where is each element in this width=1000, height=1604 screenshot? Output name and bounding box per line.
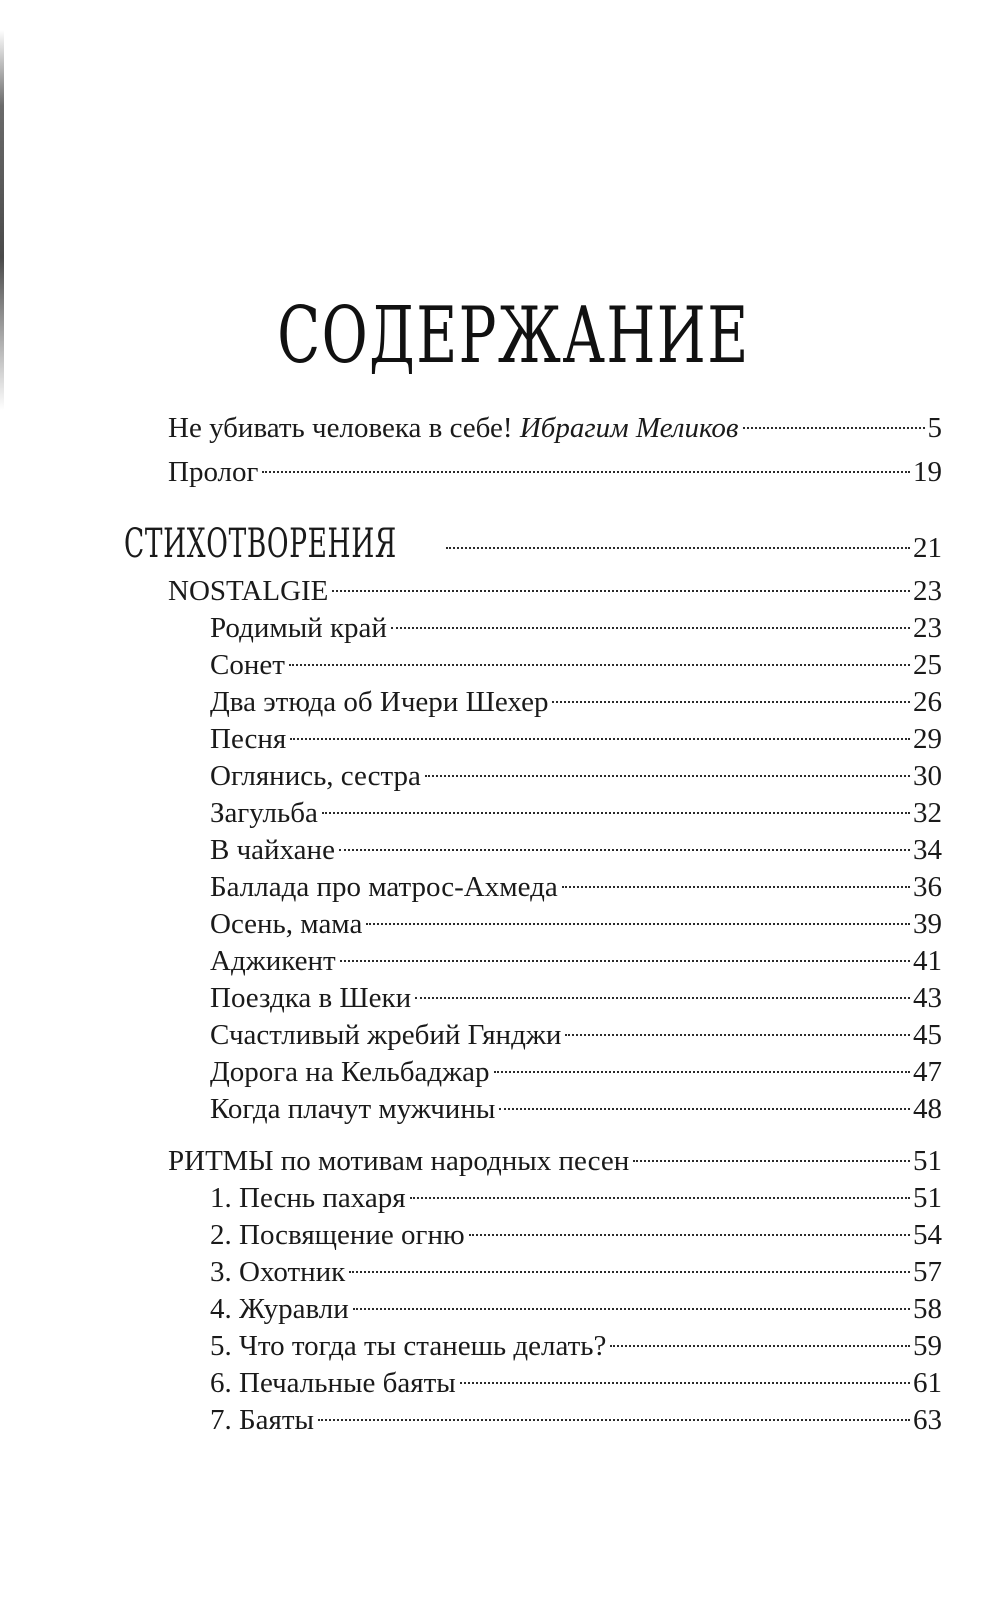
toc-entry[interactable] bbox=[210, 610, 942, 646]
toc-entry-label: 4. Журавли bbox=[210, 1293, 349, 1325]
toc-entry[interactable] bbox=[210, 980, 942, 1016]
leader-dots bbox=[469, 1234, 910, 1236]
toc-entry-page: 51 bbox=[913, 1182, 942, 1214]
leader-dots bbox=[562, 886, 910, 888]
toc-entry-page: 23 bbox=[913, 612, 942, 644]
toc-entry[interactable] bbox=[210, 1291, 942, 1327]
leader-dots bbox=[289, 664, 910, 666]
toc-entry[interactable] bbox=[210, 1328, 942, 1364]
leader-dots bbox=[460, 1382, 910, 1384]
toc-entry-page: 30 bbox=[913, 760, 942, 792]
toc-entry-label: Пролог bbox=[168, 456, 259, 488]
toc-entry-page: 43 bbox=[913, 982, 942, 1014]
toc-entry[interactable] bbox=[210, 869, 942, 905]
leader-dots bbox=[425, 775, 910, 777]
toc-entry-page: 23 bbox=[913, 575, 942, 607]
leader-dots bbox=[610, 1345, 910, 1347]
toc-entry-label: Два этюда об Ичери Шехер bbox=[210, 686, 549, 718]
leader-dots bbox=[494, 1071, 910, 1073]
toc-entry-page: 63 bbox=[913, 1404, 942, 1436]
toc-entry-page: 41 bbox=[913, 945, 942, 977]
toc-entry-label: NOSTALGIE bbox=[168, 575, 329, 607]
section-title: СТИХОТВОРЕНИЯ bbox=[124, 521, 397, 567]
leader-dots bbox=[322, 812, 910, 814]
toc-entry[interactable] bbox=[210, 1402, 942, 1438]
toc-entry[interactable] bbox=[210, 684, 942, 720]
leader-dots bbox=[349, 1271, 910, 1273]
toc-entry[interactable] bbox=[210, 1091, 942, 1127]
toc-entry[interactable] bbox=[210, 647, 942, 683]
toc-entry[interactable] bbox=[210, 795, 942, 831]
leader-dots bbox=[415, 997, 910, 999]
toc-entry-page: 25 bbox=[913, 649, 942, 681]
toc-entry-label: Не убивать человека в себе! Ибрагим Меликов bbox=[168, 412, 739, 444]
toc-entry-label: Аджикент bbox=[210, 945, 336, 977]
toc-entry[interactable] bbox=[210, 1180, 942, 1216]
toc-entry-label: 6. Печальные баяты bbox=[210, 1367, 456, 1399]
toc-entry-page: 59 bbox=[913, 1330, 942, 1362]
toc-entry-intro[interactable] bbox=[168, 410, 942, 446]
toc-entry-page: 61 bbox=[913, 1367, 942, 1399]
leader-dots bbox=[446, 547, 911, 549]
toc-entry-page: 51 bbox=[913, 1145, 942, 1177]
toc-entry-label: Когда плачут мужчины bbox=[210, 1093, 496, 1125]
leader-dots bbox=[499, 1108, 910, 1110]
leader-dots bbox=[743, 427, 925, 429]
leader-dots bbox=[290, 738, 910, 740]
toc-subsection-ritmy[interactable] bbox=[168, 1143, 942, 1179]
toc-entry-label: РИТМЫ по мотивам народных песен bbox=[168, 1145, 630, 1177]
toc-entry-page: 29 bbox=[913, 723, 942, 755]
toc-subsection-nostalgie[interactable] bbox=[168, 573, 942, 609]
toc-entry-page: 32 bbox=[913, 797, 942, 829]
toc-entry-page: 5 bbox=[927, 412, 942, 444]
leader-dots bbox=[262, 471, 910, 473]
toc-entry[interactable] bbox=[210, 1254, 942, 1290]
leader-dots bbox=[339, 849, 910, 851]
page-edge-shadow bbox=[0, 30, 4, 410]
leader-dots bbox=[366, 923, 910, 925]
toc-entry[interactable] bbox=[210, 721, 942, 757]
toc-entry-label: Счастливый жребий Гянджи bbox=[210, 1019, 562, 1051]
toc-entry[interactable] bbox=[210, 758, 942, 794]
toc-entry[interactable] bbox=[210, 1365, 942, 1401]
toc-entry[interactable] bbox=[210, 1054, 942, 1090]
leader-dots bbox=[332, 590, 910, 592]
toc-entry-label: Загульба bbox=[210, 797, 318, 829]
toc-entry-page: 26 bbox=[913, 686, 942, 718]
toc-entry-page: 58 bbox=[913, 1293, 942, 1325]
toc-entry-page: 39 bbox=[913, 908, 942, 940]
toc-entry-label: Поездка в Шеки bbox=[210, 982, 412, 1014]
leader-dots bbox=[552, 701, 910, 703]
toc-entry[interactable] bbox=[210, 906, 942, 942]
leader-dots bbox=[353, 1308, 910, 1310]
toc-entry-page: 45 bbox=[913, 1019, 942, 1051]
toc-entry-page: 57 bbox=[913, 1256, 942, 1288]
toc-entry-label: 3. Охотник bbox=[210, 1256, 346, 1288]
leader-dots bbox=[340, 960, 910, 962]
toc-entry[interactable] bbox=[210, 943, 942, 979]
leader-dots bbox=[565, 1034, 910, 1036]
toc-entry[interactable] bbox=[210, 1217, 942, 1253]
leader-dots bbox=[391, 627, 910, 629]
toc-entry-label: Родимый край bbox=[210, 612, 387, 644]
toc-entry-page: 21 bbox=[913, 532, 942, 564]
toc-entry-page: 54 bbox=[913, 1219, 942, 1251]
toc-entry[interactable] bbox=[210, 832, 942, 868]
toc-entry-label: Осень, мама bbox=[210, 908, 363, 940]
toc-entry-page: 19 bbox=[913, 456, 942, 488]
toc-entry-page: 34 bbox=[913, 834, 942, 866]
toc-entry-label: Дорога на Кельбаджар bbox=[210, 1056, 490, 1088]
leader-dots bbox=[410, 1197, 910, 1199]
toc-entry-label: Сонет bbox=[210, 649, 285, 681]
leader-dots bbox=[633, 1160, 910, 1162]
toc-entry-author: Ибрагим Меликов bbox=[519, 412, 739, 444]
toc-entry-prologue[interactable] bbox=[168, 454, 942, 490]
toc-entry-label: Оглянись, сестра bbox=[210, 760, 421, 792]
toc-entry-page: 48 bbox=[913, 1093, 942, 1125]
toc-entry-label: 1. Песнь пахаря bbox=[210, 1182, 406, 1214]
toc-entry[interactable] bbox=[210, 1017, 942, 1053]
toc-entry-label: В чайхане bbox=[210, 834, 335, 866]
page-title: СОДЕРЖАНИЕ bbox=[277, 291, 750, 381]
leader-dots bbox=[318, 1419, 910, 1421]
toc-entry-page: 47 bbox=[913, 1056, 942, 1088]
toc-entry-page: 36 bbox=[913, 871, 942, 903]
toc-section-poems[interactable] bbox=[124, 522, 942, 566]
toc-entry-label: Баллада про матрос-Ахмеда bbox=[210, 871, 558, 903]
toc-entry-label: 5. Что тогда ты станешь делать? bbox=[210, 1330, 607, 1362]
toc-entry-label: 7. Баяты bbox=[210, 1404, 315, 1436]
toc-entry-label: Песня bbox=[210, 723, 287, 755]
toc-entry-label: 2. Посвящение огню bbox=[210, 1219, 465, 1251]
